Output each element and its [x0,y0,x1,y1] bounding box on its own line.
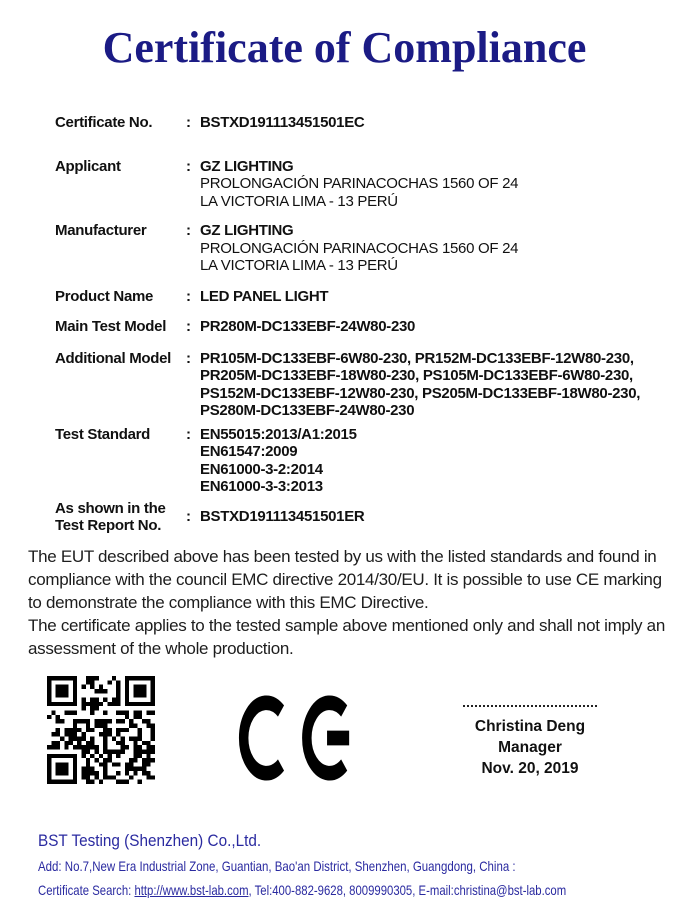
certificate-search-link[interactable]: http://www.bst-lab.com [134,882,249,898]
lab-company-name: BST Testing (Shenzhen) Co.,Ltd. [38,831,262,850]
field-row-certificate-no [55,114,681,132]
manufacturer-name: GZ LIGHTING [200,222,294,239]
lab-contact-line [38,882,567,898]
field-row-product-name [55,288,681,306]
statement-paragraph-2: The certificate applies to the tested sample above mentioned only and shall not imply an assessment of the whole production. [28,616,665,658]
test-standard-line: EN55015:2013/A1:2015 [200,425,357,443]
field-value [200,222,681,275]
field-value [200,426,681,496]
additional-model-line: PS280M-DC133EBF-24W80-230 [200,402,415,419]
field-colon: : [186,425,191,443]
product-name: LED PANEL LIGHT [200,287,329,305]
signature-dotted-line [463,705,597,707]
field-label: Product Name [55,287,154,305]
field-colon: : [186,287,191,305]
field-label: Additional Model [55,349,172,367]
signer-role: Manager [498,739,562,756]
qr-code-icon [47,676,155,784]
field-label: Test Standard [55,425,151,443]
applicant-address-line: LA VICTORIA LIMA - 13 PERÚ [200,192,398,210]
field-colon: : [186,157,191,175]
page-title: Certificate of Compliance [102,23,587,72]
field-value [200,350,681,420]
field-row-test-report-no [55,500,681,535]
additional-model-line: PS152M-DC133EBF-12W80-230, PS205M-DC133EBF-18W80-230, [200,384,641,402]
field-colon: : [186,114,191,131]
additional-model-line: PR105M-DC133EBF-6W80-230, PR152M-DC133EBF-12W80-230, [200,349,634,367]
compliance-statement [28,545,670,660]
certificate-search-label: Certificate Search: [38,882,135,898]
field-colon: : [186,222,191,239]
field-row-manufacturer [55,222,681,275]
field-label: Applicant [55,157,121,175]
field-value [200,114,681,132]
field-row-test-standard [55,426,681,496]
field-label: As shown in the Test Report No. [55,499,166,534]
test-report-number: BSTXD191113451501ER [200,508,365,526]
certificate-number: BSTXD191113451501EC [200,114,365,131]
test-standard-line: EN61547:2009 [200,443,298,460]
field-label: Manufacturer [55,222,147,239]
field-colon: : [186,508,191,526]
additional-model-line: PR205M-DC133EBF-18W80-230, PS105M-DC133EBF-6W80-230, [200,367,633,384]
lab-address: Add: No.7,New Era Industrial Zone, Guantian, Bao'an District, Shenzhen, Guangdong, China : [38,858,516,874]
field-label: Main Test Model [55,318,167,335]
certificate-fields [55,114,681,535]
signer-name: Christina Deng [474,718,586,735]
signature-block [452,705,608,779]
field-row-main-test-model [55,318,681,336]
footer [38,831,683,898]
lab-phone-email: , Tel:400-882-9628, 8009990305, E-mail:christina@bst-lab.com [248,882,567,898]
field-value [200,318,681,336]
field-colon: : [186,318,191,335]
issue-date: Nov. 20, 2019 [481,760,579,777]
field-colon: : [186,349,191,367]
field-value [200,508,681,526]
ce-marking-icon [238,694,358,787]
field-label: Certificate No. [55,114,153,131]
manufacturer-address-line: PROLONGACIÓN PARINACOCHAS 1560 OF 24 [200,239,519,257]
main-test-model: PR280M-DC133EBF-24W80-230 [200,318,416,335]
manufacturer-address-line: LA VICTORIA LIMA - 13 PERÚ [200,257,398,274]
applicant-address-line: PROLONGACIÓN PARINACOCHAS 1560 OF 24 [200,175,519,192]
test-standard-line: EN61000-3-3:2013 [200,478,323,495]
applicant-name: GZ LIGHTING [200,157,294,175]
field-row-applicant [55,158,681,211]
test-standard-line: EN61000-3-2:2014 [200,460,323,478]
field-row-additional-model [55,350,681,420]
statement-paragraph-1: The EUT described above has been tested by us with the listed standards and found in compliance with the council EMC directive 2014/30/EU. It is possible to use CE marking to demonstrate the compliance with this EMC Directive. [28,547,662,612]
field-value [200,288,681,306]
field-value [200,158,681,211]
